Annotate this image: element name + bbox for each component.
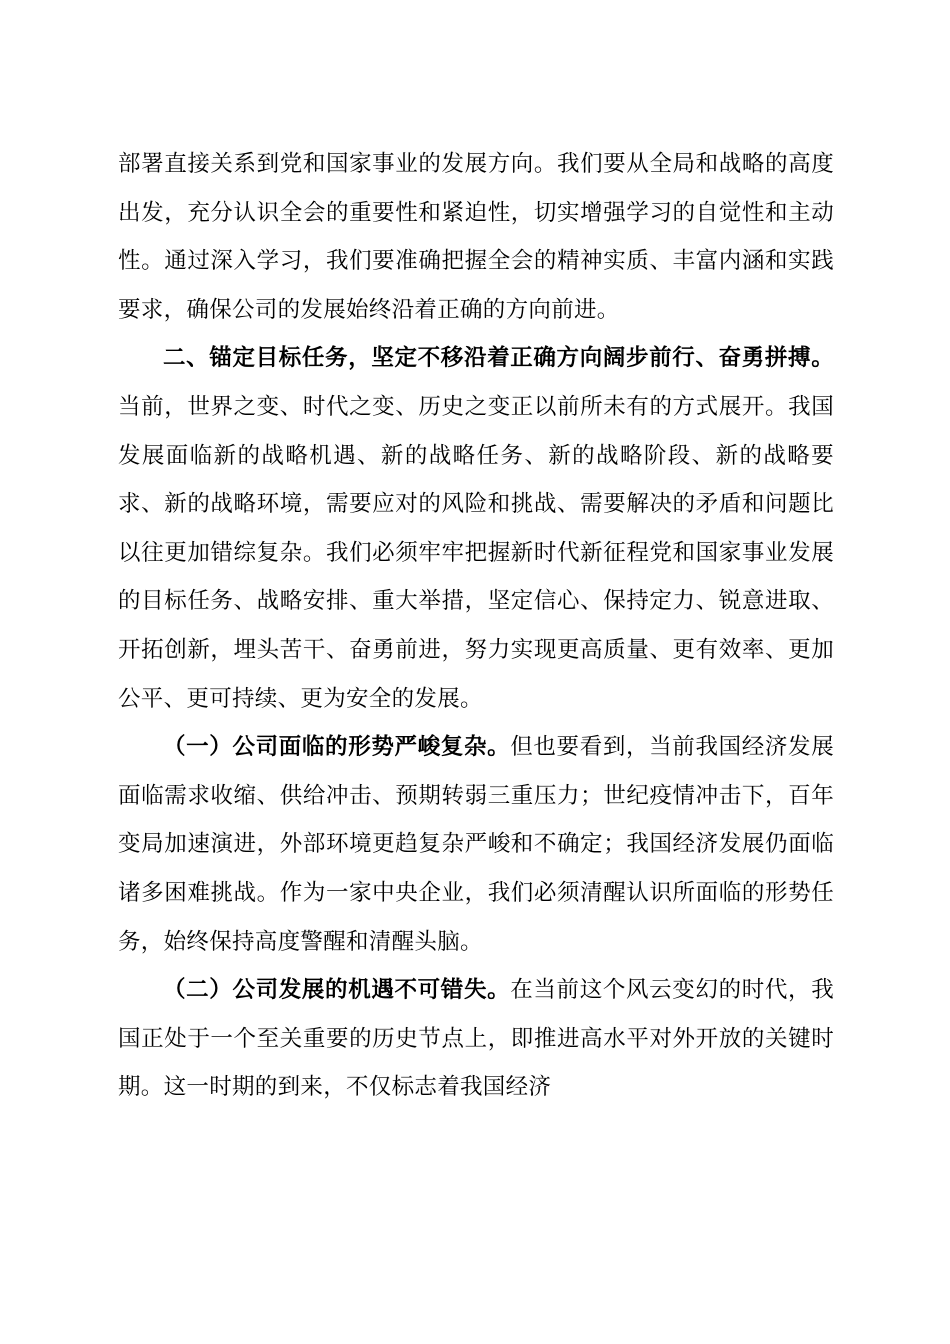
paragraph-subsection-one xyxy=(118,723,834,966)
paragraph-section-two xyxy=(118,334,834,723)
section-heading: 二、锚定目标任务，坚定不移沿着正确方向阔步前行、奋勇拼搏。 xyxy=(163,345,834,372)
subsection-heading: （二）公司发展的机遇不可错失。 xyxy=(163,977,511,1004)
paragraph-text: 但也要看到，当前我国经济发展面临需求收缩、供给冲击、预期转弱三重压力；世纪疫情冲击下，百年变局加速演进，外部环境更趋复杂严峻和不确定；我国经济发展仍面临诸多困难挑战。作为一家中央企业，我们必须清醒认识所面临的形势任务，始终保持高度警醒和清醒头脑。 xyxy=(118,734,834,955)
paragraph-continuation xyxy=(118,140,834,334)
document-body xyxy=(118,140,834,1112)
paragraph-text: 在当前这个风云变幻的时代，我国正处于一个至关重要的历史节点上，即推进高水平对外开放的关键时期。这一时期的到来，不仅标志着我国经济 xyxy=(118,977,834,1101)
subsection-heading: （一）公司面临的形势严峻复杂。 xyxy=(163,734,511,761)
paragraph-text: 当前，世界之变、时代之变、历史之变正以前所未有的方式展开。我国发展面临新的战略机遇、新的战略任务、新的战略阶段、新的战略要求、新的战略环境，需要应对的风险和挑战、需要解决的矛盾和问题比以往更加错综复杂。我们必须牢牢把握新时代新征程党和国家事业发展的目标任务、战略安排、重大举措，坚定信心、保持定力、锐意进取、开拓创新，埋头苦干、奋勇前进，努力实现更高质量、更有效率、更加公平、更可持续、更为安全的发展。 xyxy=(118,393,834,712)
paragraph-subsection-two xyxy=(118,966,834,1112)
paragraph-text: 部署直接关系到党和国家事业的发展方向。我们要从全局和战略的高度出发，充分认识全会的重要性和紧迫性，切实增强学习的自觉性和主动性。通过深入学习，我们要准确把握全会的精神实质、丰富内涵和实践要求，确保公司的发展始终沿着正确的方向前进。 xyxy=(118,151,834,323)
